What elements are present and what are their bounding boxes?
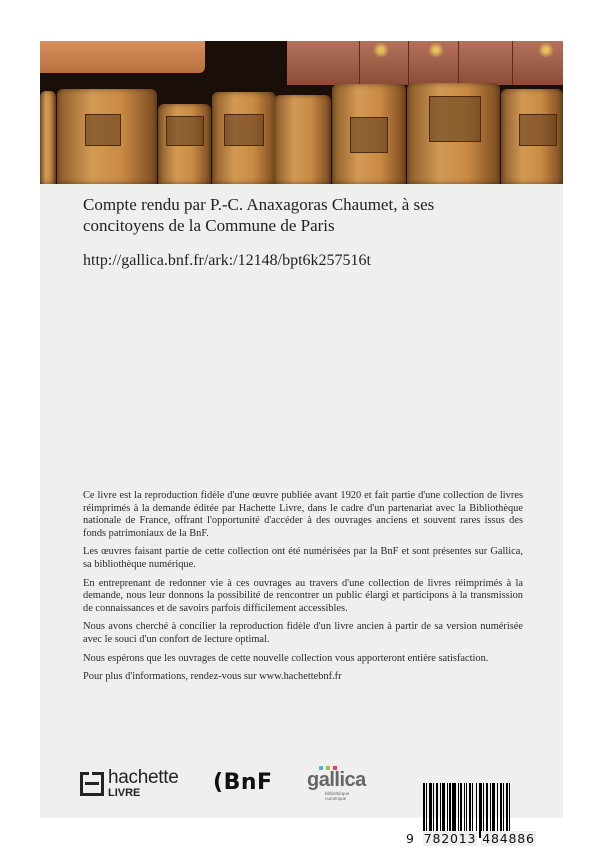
isbn-barcode (406, 783, 556, 853)
paragraph-quality: Nous avons cherché à concilier la reproduction fidèle d'un livre ancien à partir de sa version numérisée avec le souci d'un confort de lecture optimal. (83, 621, 523, 645)
isbn-digits (406, 831, 556, 846)
isbn-group-1: 782013 (423, 831, 477, 846)
gallica-logo (307, 766, 367, 806)
paragraph-gallica: Les œuvres faisant partie de cette collection ont été numérisées par la BnF et sont présentes sur Gallica, sa bibliothèque numérique. (83, 546, 523, 570)
hachette-livre-logo (80, 768, 179, 799)
book-back-cover (40, 41, 563, 846)
isbn-first-digit: 9 (406, 831, 415, 846)
bnf-bracket-icon: ( (213, 770, 224, 795)
bnf-logo-text: BnF (223, 770, 273, 795)
book-spines-image (40, 41, 563, 184)
hachette-word: hachette (108, 767, 179, 788)
publisher-logos (80, 766, 380, 806)
hachette-logo-icon (80, 772, 104, 796)
gallica-url[interactable]: http://gallica.bnf.fr/ark:/12148/bpt6k257516t (83, 252, 371, 269)
title-block (83, 194, 523, 271)
barcode-bars-icon (423, 783, 510, 838)
leather-book-top-left (40, 41, 205, 73)
book-title-line2: concitoyens de la Commune de Paris (83, 216, 335, 235)
gallica-logo-text: gallica (307, 769, 366, 791)
isbn-group-2: 484886 (482, 831, 535, 846)
book-title-line1: Compte rendu par P.-C. Anaxagoras Chaumet, à ses (83, 195, 435, 214)
paragraph-mission: En entreprenant de redonner vie à ces ouvrages au travers d'une collection de livres réimprimés à la demande, nous leur donnons la possibilité de rencontrer un public élargi et participons à la transmission de connaissances et de savoirs parfois difficilement accessibles. (83, 577, 523, 614)
bnf-logo (213, 770, 273, 795)
leather-books-top-right (287, 41, 563, 85)
gallica-subtitle: bibliothèque numérique (325, 791, 350, 801)
paragraph-reproduction: Ce livre est la reproduction fidèle d'une œuvre publiée avant 1920 et fait partie d'une collection de livres réimprimés à la demande éditée par Hachette Livre, dans le cadre d'un partenariat avec la Bibliothèque nationale de France, offrant l'opportunité d'accéder à des ouvrages anciens et souvent rares issus des fonds patrimoniaux de la BnF. (83, 490, 523, 539)
description-block (83, 490, 523, 690)
livre-word: LIVRE (108, 787, 141, 799)
paragraph-satisfaction: Nous espérons que les ouvrages de cette nouvelle collection vous apporteront entière satisfaction. (83, 652, 489, 664)
paragraph-more-info: Pour plus d'informations, rendez-vous sur www.hachettebnf.fr (83, 671, 342, 683)
book-title (83, 194, 523, 236)
